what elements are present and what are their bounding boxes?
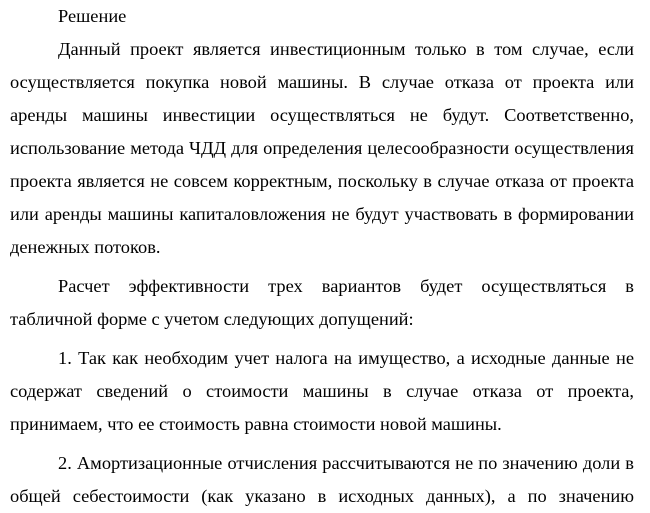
- section-heading: Решение: [58, 6, 127, 26]
- paragraph-project-description: Данный проект является инвестиционным только в том случае, если осуществляется покупка новой машины. В случае отказа от проекта или аренды машины инвестиции осуществляться не будут. Соответственно, использование метода ЧДД для определения целесообразности осуществления проекта является не совсем корректным, поскольку в случае отказа от проекта или аренды машины капиталовложения не будут участвовать в формировании денежных потоков.: [10, 39, 634, 257]
- paragraph-calculation-intro: Расчет эффективности трех вариантов будет осуществляться в табличной форме с учетом следующих допущений:: [10, 276, 634, 329]
- paragraph-assumption-2: 2. Амортизационные отчисления рассчитываются не по значению доли в общей себестоимости (как указано в исходных данных), а по значению: [10, 453, 634, 506]
- paragraph-assumption-1: 1. Так как необходим учет налога на имущество, а исходные данные не содержат сведений о стоимости машины в случае отказа от проекта, принимаем, что ее стоимость равна стоимости новой машины.: [10, 348, 634, 434]
- document-page: [10, 0, 634, 513]
